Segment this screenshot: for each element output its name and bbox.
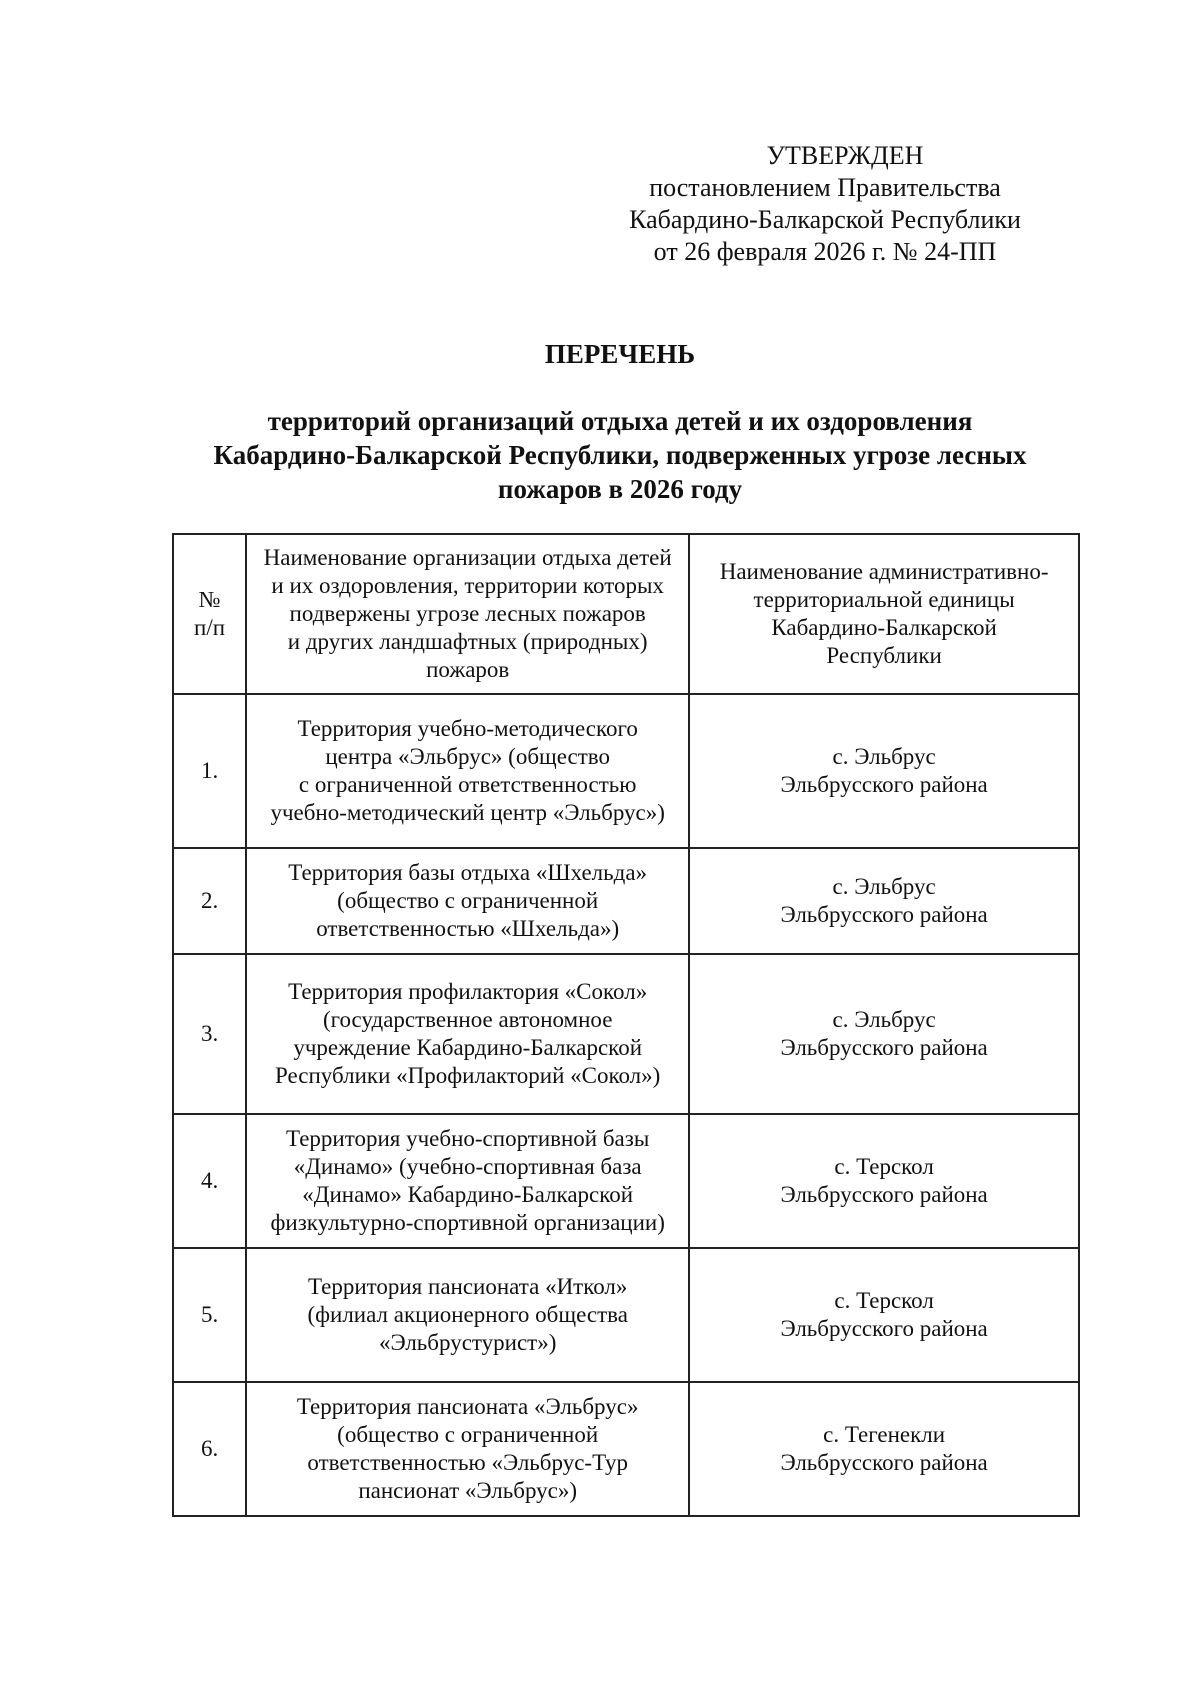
row-organization: Территория пансионата «Иткол» (филиал акционерного общества «Эльбрустурист») (246, 1248, 689, 1382)
row-organization: Территория учебно-спортивной базы «Динамо» (учебно-спортивная база «Динамо» Кабардино-Балкарской физкультурно-спортивной организации) (246, 1114, 689, 1248)
approval-line-date: от 26 февраля 2026 г. № 24-ПП (653, 237, 997, 266)
row-territorial-unit: с. Эльбрус Эльбрусского района (689, 848, 1079, 954)
row-organization: Территория пансионата «Эльбрус» (общество с ограниченной ответственностью «Эльбрус-Тур пансионат «Эльбрус») (246, 1382, 689, 1516)
table-row (173, 1114, 1079, 1248)
row-number: 4. (173, 1114, 246, 1248)
row-number: 6. (173, 1382, 246, 1516)
table-row (173, 1248, 1079, 1382)
table-row (173, 1382, 1079, 1516)
row-territorial-unit: с. Терскол Эльбрусского района (689, 1248, 1079, 1382)
row-territorial-unit: с. Терскол Эльбрусского района (689, 1114, 1079, 1248)
header-territorial-unit: Наименование административно- территориальной единицы Кабардино-Балкарской Республики (689, 534, 1079, 694)
approval-heading: УТВЕРЖДЕН (766, 141, 924, 170)
row-organization: Территория учебно-методического центра «Эльбрус» (общество с ограниченной ответственностью учебно-методический центр «Эльбрус») (246, 694, 689, 848)
table-row (173, 694, 1079, 848)
row-number: 5. (173, 1248, 246, 1382)
subtitle-line-2: Кабардино-Балкарской Республики, подверженных угрозе лесных (213, 440, 1027, 470)
approval-stamp (600, 140, 1050, 268)
header-number: № п/п (173, 534, 246, 694)
row-number: 1. (173, 694, 246, 848)
row-territorial-unit: с. Эльбрус Эльбрусского района (689, 694, 1079, 848)
row-territorial-unit: с. Тегенекли Эльбрусского района (689, 1382, 1079, 1516)
subtitle-line-3: пожаров в 2026 году (497, 474, 743, 504)
row-number: 3. (173, 954, 246, 1114)
row-number: 2. (173, 848, 246, 954)
document-subtitle (160, 404, 1080, 506)
table-row (173, 848, 1079, 954)
row-territorial-unit: с. Эльбрус Эльбрусского района (689, 954, 1079, 1114)
approval-line-resolution: постановлением Правительства (649, 173, 1001, 202)
document-title: ПЕРЕЧЕНЬ (544, 339, 696, 369)
table-row (173, 954, 1079, 1114)
approval-line-republic: Кабардино-Балкарской Республики (629, 205, 1021, 234)
territories-table (172, 533, 1080, 1517)
subtitle-line-1: территорий организаций отдыха детей и их оздоровления (267, 406, 973, 436)
header-organization-name: Наименование организации отдыха детей и их оздоровления, территории которых подвержены угрозе лесных пожаров и других ландшафтных (природных) пожаров (246, 534, 689, 694)
row-organization: Территория профилактория «Сокол» (государственное автономное учреждение Кабардино-Балкарской Республики «Профилакторий «Сокол») (246, 954, 689, 1114)
row-organization: Территория базы отдыха «Шхельда» (общество с ограниченной ответственностью «Шхельда») (246, 848, 689, 954)
table-header-row (173, 534, 1079, 694)
